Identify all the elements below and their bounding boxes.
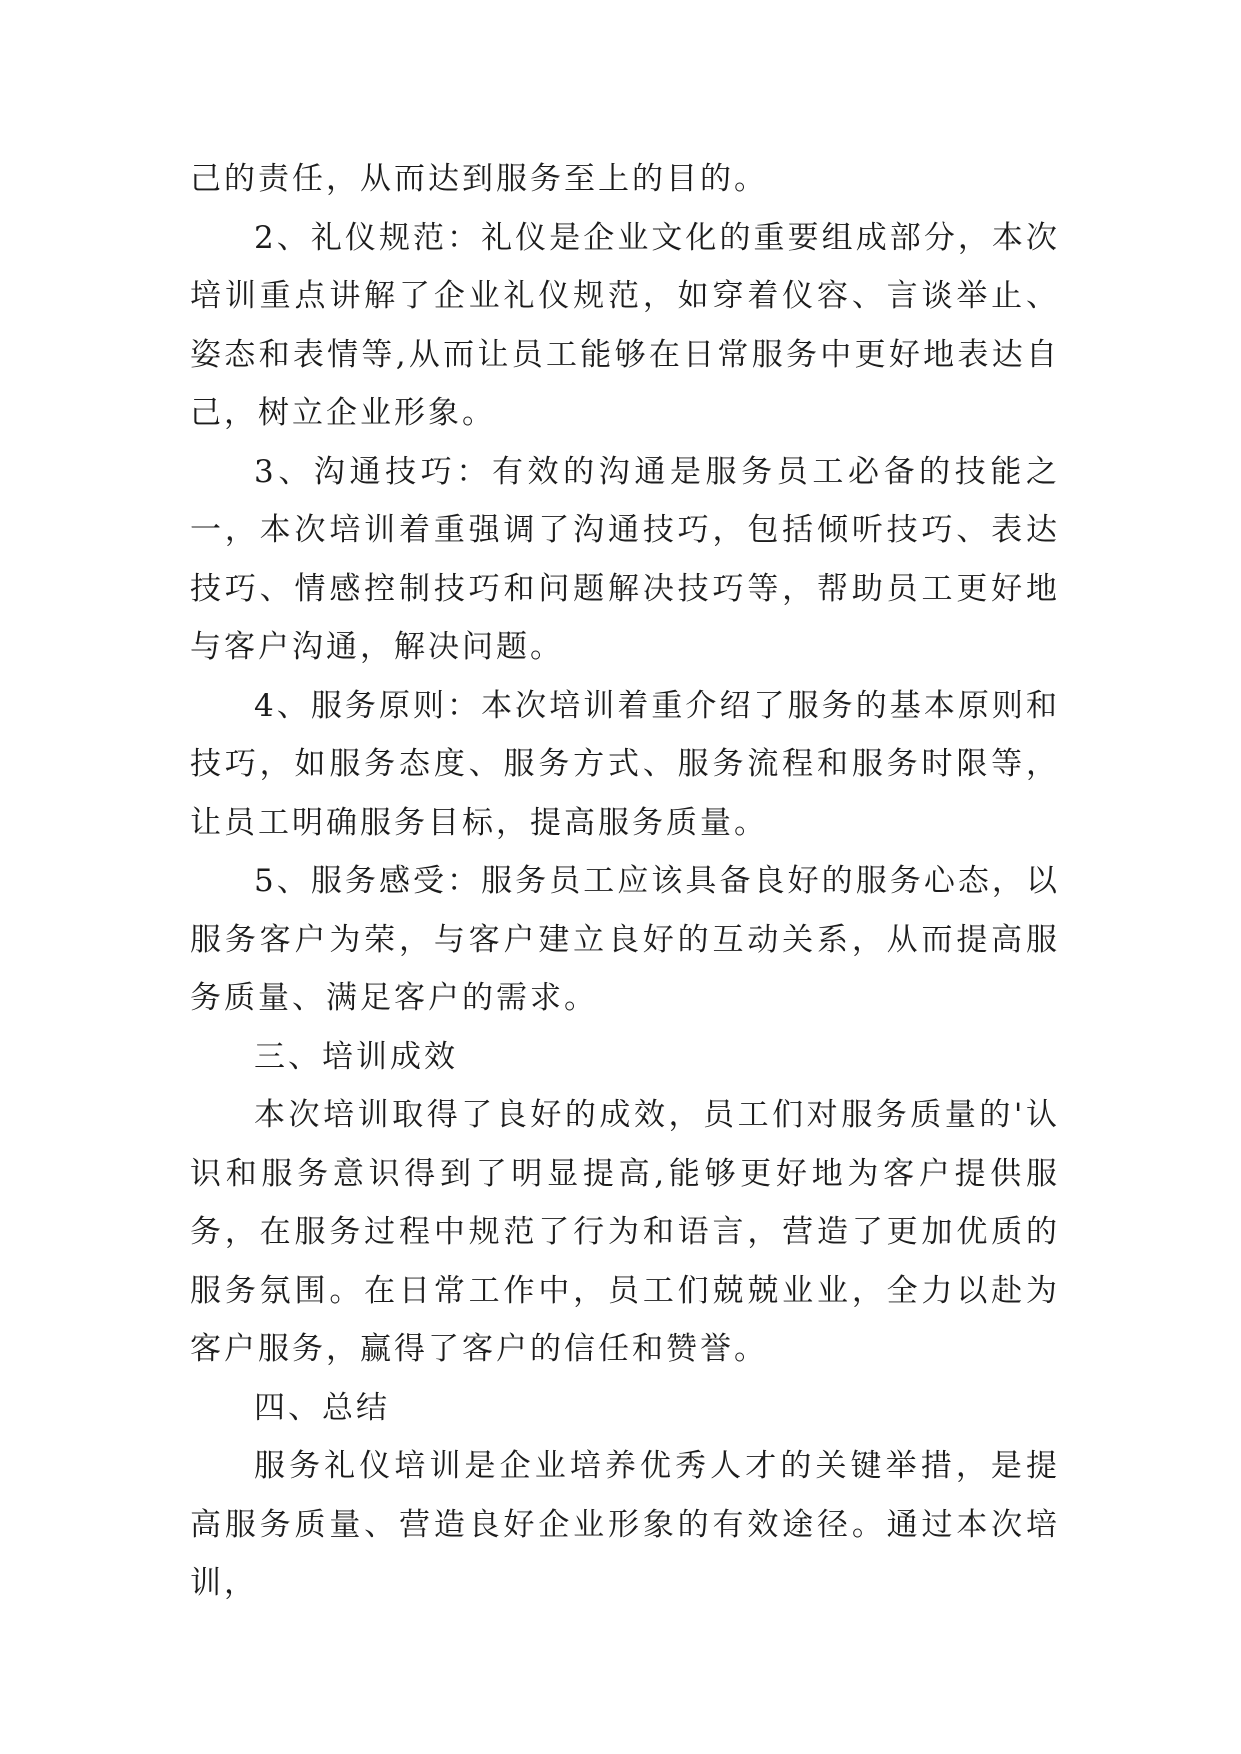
paragraph-summary: 服务礼仪培训是企业培养优秀人才的关键举措，是提高服务质量、营造良好企业形象的有效途径。通过本次培训， bbox=[190, 1448, 1060, 1601]
paragraph-etiquette-norms: 2、礼仪规范：礼仪是企业文化的重要组成部分，本次培训重点讲解了企业礼仪规范，如穿着仪容、言谈举止、姿态和表情等,从而让员工能够在日常服务中更好地表达自己，树立企业形象。 bbox=[190, 219, 1060, 431]
paragraph-service-feelings: 5、服务感受：服务员工应该具备良好的服务心态，以服务客户为荣，与客户建立良好的互动关系，从而提高服务质量、满足客户的需求。 bbox=[190, 863, 1060, 1016]
section-heading-summary: 四、总结 bbox=[254, 1389, 390, 1426]
section-heading-training-results: 三、培训成效 bbox=[254, 1038, 458, 1075]
paragraph-service-principles: 4、服务原则：本次培训着重介绍了服务的基本原则和技巧，如服务态度、服务方式、服务流程和服务时限等，让员工明确服务目标，提高服务质量。 bbox=[190, 687, 1060, 841]
document-body bbox=[190, 150, 1060, 1613]
paragraph-training-results: 本次培训取得了良好的成效，员工们对服务质量的'认识和服务意识得到了明显提高,能够更好地为客户提供服务，在服务过程中规范了行为和语言，营造了更加优质的服务氛围。在日常工作中，员工们兢兢业业，全力以赴为客户服务，赢得了客户的信任和赞誉。 bbox=[190, 1097, 1060, 1367]
paragraph-continuation: 己的责任，从而达到服务至上的目的。 bbox=[190, 161, 768, 197]
paragraph-communication-skills: 3、沟通技巧：有效的沟通是服务员工必备的技能之一，本次培训着重强调了沟通技巧，包括倾听技巧、表达技巧、情感控制技巧和问题解决技巧等，帮助员工更好地与客户沟通，解决问题。 bbox=[190, 453, 1060, 665]
